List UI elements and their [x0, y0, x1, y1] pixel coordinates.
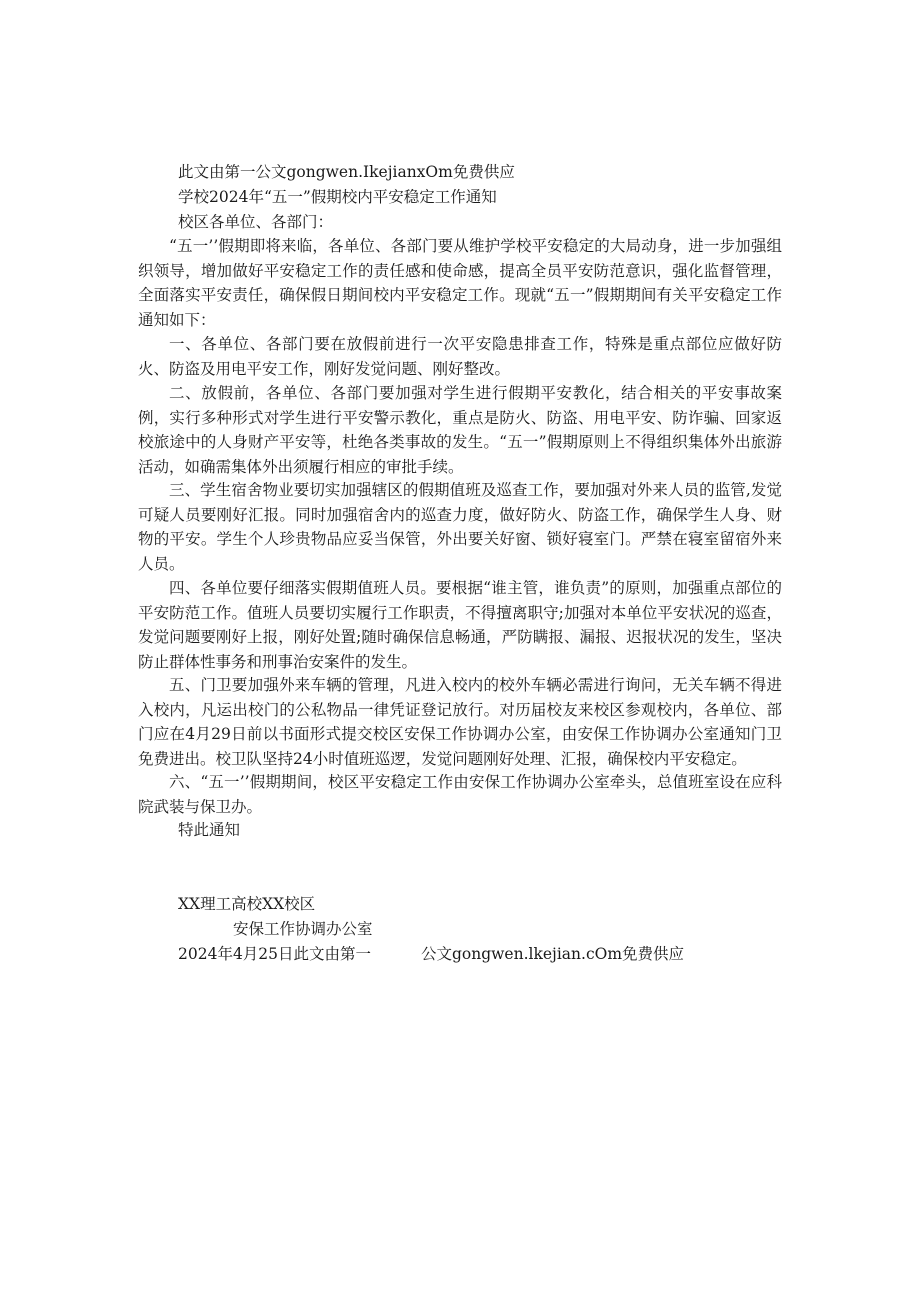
signature-office: 安保工作协调办公室 [233, 920, 373, 938]
paragraph-item-4: 四、各单位要仔细落实假期值班人员。要根据“谁主管，谁负责”的原则，加强重点部位的平安防范工作。值班人员要切实履行工作职责，不得擅离职守;加强对本单位平安状况的巡查，发觉问题要刚好上报，刚好处置;随时确保信息畅通，严防瞒报、漏报、迟报状况的发生，坚决防止群体性事务和刑事治安案件的发生。 [138, 579, 782, 671]
footer-note: 公文gongwen.lkejian.cOm免费供应 [421, 945, 685, 963]
source-note: 此文由第一公文gongwen.IkejianxOm免费供应 [178, 163, 515, 181]
paragraph-item-3: 三、学生宿舍物业要切实加强辖区的假期值班及巡查工作，要加强对外来人员的监管,发觉可疑人员要刚好汇报。同时加强宿舍内的巡查力度，做好防火、防盗工作，确保学生人身、财物的平安。学生个人珍贵物品应妥当保管，外出要关好窗、锁好寝室门。严禁在寝室留宿外来人员。 [138, 481, 782, 573]
closing-text: 特此通知 [178, 821, 241, 839]
document-title: 学校2024年“五一”假期校内平安稳定工作通知 [178, 188, 497, 206]
date-line: 2024年4月25日此文由第一 [178, 945, 372, 963]
paragraph-item-2: 二、放假前，各单位、各部门要加强对学生进行假期平安教化，结合相关的平安事故案例，实行多种形式对学生进行平安警示教化，重点是防火、防盗、用电平安、防诈骗、回家返校旅途中的人身财产平安等，杜绝各类事故的发生。“五一”假期原则上不得组织集体外出旅游活动，如确需集体外出须履行相应的审批手续。 [138, 384, 782, 476]
paragraph-item-6: 六、“五一’’假期期间，校区平安稳定工作由安保工作协调办公室牵头，总值班室设在应科院武装与保卫办。 [138, 773, 782, 816]
paragraph-intro: “五一’’假期即将来临，各单位、各部门要从维护学校平安稳定的大局动身，进一步加强组织领导，增加做好平安稳定工作的责任感和使命感，提高全员平安防范意识，强化监督管理，全面落实平安责任，确保假日期间校内平安稳定工作。现就“五一”假期期间有关平安稳定工作通知如下： [138, 237, 782, 329]
paragraph-item-1: 一、各单位、各部门要在放假前进行一次平安隐患排查工作，特殊是重点部位应做好防火、防盗及用电平安工作，刚好发觉问题、刚好整改。 [138, 335, 782, 378]
signature-organization: XX理工高校XX校区 [178, 895, 316, 913]
salutation: 校区各单位、各部门： [178, 213, 334, 231]
paragraph-item-5: 五、门卫要加强外来车辆的管理，凡进入校内的校外车辆必需进行询问，无关车辆不得进入校内，凡运出校门的公私物品一律凭证登记放行。对历届校友来校区参观校内，各单位、部门应在4月29日前以书面形式提交校区安保工作协调办公室，由安保工作协调办公室通知门卫免费进出。校卫队坚持24小时值班巡逻，发觉问题刚好处理、汇报，确保校内平安稳定。 [138, 676, 782, 768]
